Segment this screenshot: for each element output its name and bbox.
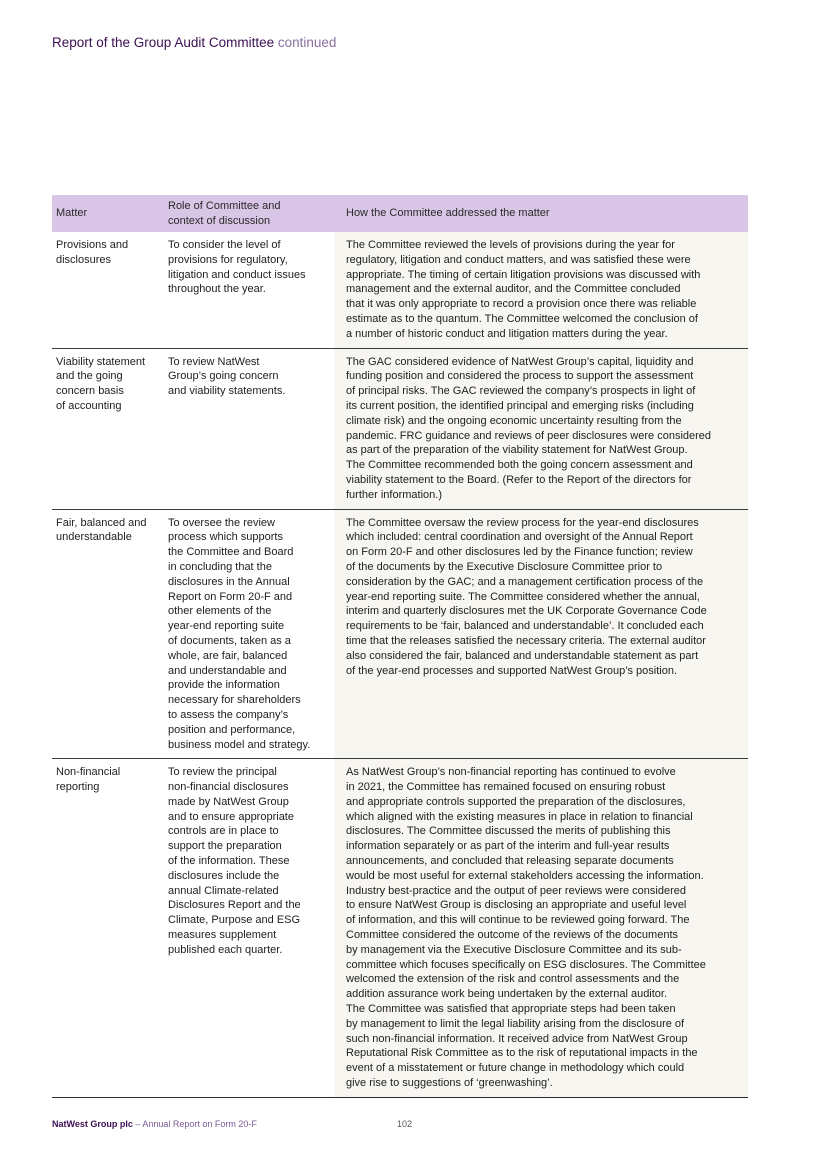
cell-matter: Fair, balanced and understandable [52, 509, 164, 759]
footer-document-title: Annual Report on Form 20-F [142, 1119, 257, 1129]
cell-role: To oversee the review process which supports the Committee and Board in concluding that the disclosures in the Annual Report on Form 20-F and other elements of the year-end reporting suite of documents, taken as a whole, are fair, balanced and understandable and provide the information necessary for shareholders to assess the company’s position and performance, business model and strategy. [164, 509, 334, 759]
table-row [52, 232, 748, 348]
table-row [52, 348, 748, 509]
page-title-text: Report of the Group Audit Committee [52, 35, 275, 50]
cell-how: The Committee oversaw the review process for the year-end disclosures which included: central coordination and oversight of the Annual Report on Form 20-F and other disclosures led by the Finance function; review of the documents by the Executive Disclosure Committee prior to consideration by the GAC; and a management certification process of the year-end reporting suite. The Committee considered whether the annual, interim and quarterly disclosures met the UK Corporate Governance Code requirements to be ‘fair, balanced and understandable’. It concluded each time that the releases satisfied the necessary criteria. The external auditor also considered the fair, balanced and understandable statement as part of the year-end processes and supported NatWest Group’s position. [334, 509, 748, 759]
column-header-role: Role of Committee and context of discussion [164, 195, 334, 232]
page-title-suffix: continued [277, 35, 337, 50]
cell-how: The Committee reviewed the levels of provisions during the year for regulatory, litigation and conduct matters, and was satisfied these were appropriate. The timing of certain litigation provisions was discussed with management and the external auditor, and the Committee concluded that it was only appropriate to record a provision once there was reliable estimate as to the quantum. The Committee welcomed the conclusion of a number of historic conduct and litigation matters during the year. [334, 232, 748, 348]
table-row [52, 509, 748, 759]
cell-how: The GAC considered evidence of NatWest Group’s capital, liquidity and funding position and considered the process to support the assessment of principal risks. The GAC reviewed the company’s prospects in light of its current position, the identified principal and emerging risks (including climate risk) and the ongoing economic uncertainty resulting from the pandemic. FRC guidance and reviews of peer disclosures were considered as part of the preparation of the viability statement for NatWest Group. The Committee recommended both the going concern assessment and viability statement to the Board. (Refer to the Report of the directors for further information.) [334, 348, 748, 509]
audit-committee-table [52, 195, 748, 1098]
cell-how: As NatWest Group’s non-financial reporting has continued to evolve in 2021, the Committee has remained focused on ensuring robust and appropriate controls supported the preparation of the disclosures, which aligned with the existing measures in place in relation to financial disclosures. The Committee discussed the merits of publishing this information separately or as part of the interim and full-year results announcements, and concluded that releasing separate documents would be most useful for external stakeholders accessing the information. Industry best-practice and the output of peer reviews were considered to ensure NatWest Group is disclosing an appropriate and useful level of information, and this will continue to be reviewed going forward. The Committee considered the outcome of the reviews of the documents by management via the Executive Disclosure Committee and its sub- committee which focuses specifically on ESG disclosures. The Committee welcomed the extension of the risk and control assessments and the addition assurance work being undertaken by the external auditor. The Committee was satisfied that appropriate steps had been taken by management to limit the legal liability arising from the disclosure of such non-financial information. It received advice from NatWest Group Reputational Risk Committee as to the risk of reputational impacts in the event of a misstatement or future change in methodology which could give rise to suggestions of ‘greenwashing’. [334, 759, 748, 1098]
cell-role: To consider the level of provisions for regulatory, litigation and conduct issues throughout the year. [164, 232, 334, 348]
cell-matter: Viability statement and the going concern basis of accounting [52, 348, 164, 509]
column-header-matter: Matter [52, 195, 164, 232]
footer-brand: NatWest Group plc [52, 1119, 133, 1129]
cell-role: To review NatWest Group’s going concern and viability statements. [164, 348, 334, 509]
page-number: 102 [397, 1119, 413, 1129]
table-row [52, 759, 748, 1098]
table-header-row [52, 195, 748, 232]
footer-separator: – [132, 1119, 143, 1129]
page-title [52, 35, 336, 50]
page-footer [52, 1119, 257, 1129]
column-header-how: How the Committee addressed the matter [334, 195, 748, 232]
cell-matter: Non-financial reporting [52, 759, 164, 1098]
cell-matter: Provisions and disclosures [52, 232, 164, 348]
cell-role: To review the principal non-financial disclosures made by NatWest Group and to ensure appropriate controls are in place to support the preparation of the information. These disclosures include the annual Climate-related Disclosures Report and the Climate, Purpose and ESG measures supplement published each quarter. [164, 759, 334, 1098]
